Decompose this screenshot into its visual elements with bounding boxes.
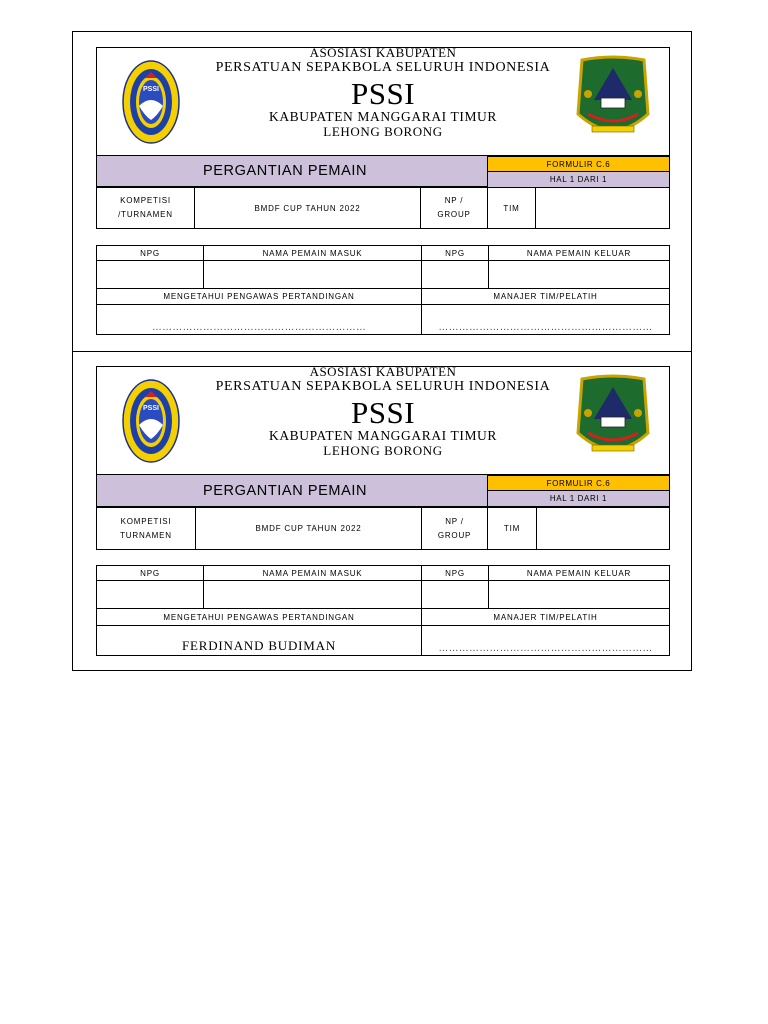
npg-out-cell[interactable]	[421, 580, 489, 609]
supervisor-name[interactable]: FERDINAND BUDIMAN	[96, 625, 422, 656]
form-title-bar: PERGANTIAN PEMAIN	[96, 156, 488, 187]
header-line-4: KABUPATEN MANGGARAI TIMUR	[268, 109, 498, 124]
npg-in-cell[interactable]	[96, 580, 204, 609]
form-header	[96, 47, 670, 156]
manggarai-timur-emblem-icon	[574, 54, 652, 144]
manager-label: MANAJER TIM/PELATIH	[421, 608, 670, 626]
manager-label: MANAJER TIM/PELATIH	[421, 288, 670, 305]
competition-label-line-1: KOMPETISI	[120, 516, 172, 526]
manggarai-timur-emblem-icon	[574, 373, 652, 463]
header-player-in: NAMA PEMAIN MASUK	[203, 245, 422, 261]
group-label-line-2: GROUP	[437, 210, 471, 219]
substitution-form-1	[72, 31, 692, 352]
header-npg-out: NPG	[421, 565, 489, 581]
npg-out-cell[interactable]	[421, 260, 489, 289]
header-player-out: NAMA PEMAIN KELUAR	[488, 565, 670, 581]
page-indicator: HAL 1 DARI 1	[487, 491, 670, 507]
team-value[interactable]	[535, 187, 670, 229]
competition-value: BMDF CUP TAHUN 2022	[194, 187, 421, 229]
header-npg-in: NPG	[96, 565, 204, 581]
header-npg-out: NPG	[421, 245, 489, 261]
player-in-cell[interactable]	[203, 260, 422, 289]
header-line-5: LEHONG BORONG	[323, 443, 443, 458]
manager-signature-line[interactable]: ………………………………………………………	[421, 304, 670, 335]
form-header	[96, 366, 670, 475]
competition-label	[96, 187, 195, 229]
manager-signature-line[interactable]: ………………………………………………………	[421, 625, 670, 656]
group-label	[420, 187, 488, 229]
competition-label-line-2: TURNAMEN	[120, 530, 172, 540]
substitution-form-2	[72, 351, 692, 671]
form-code-badge: FORMULIR C.6	[487, 475, 670, 491]
header-player-in: NAMA PEMAIN MASUK	[203, 565, 422, 581]
form-title-bar: PERGANTIAN PEMAIN	[96, 475, 488, 507]
pssi-logo-text: PSSI	[143, 86, 159, 93]
header-line-4: KABUPATEN MANGGARAI TIMUR	[268, 428, 498, 443]
supervisor-label: MENGETAHUI PENGAWAS PERTANDINGAN	[96, 608, 422, 626]
player-in-cell[interactable]	[203, 580, 422, 609]
header-title: PSSI	[350, 395, 416, 430]
team-value[interactable]	[536, 507, 670, 550]
header-line-1: ASOSIASI KABUPATEN	[309, 45, 457, 60]
group-label-line-2: GROUP	[437, 530, 472, 540]
npg-in-cell[interactable]	[96, 260, 204, 289]
team-label: TIM	[487, 507, 537, 550]
pssi-logo-text: PSSI	[143, 405, 159, 412]
header-npg-in: NPG	[96, 245, 204, 261]
competition-label	[96, 507, 196, 550]
page-indicator: HAL 1 DARI 1	[487, 172, 670, 188]
header-title: PSSI	[350, 76, 416, 111]
group-label-line-1: NP /	[445, 516, 464, 526]
competition-label-line-1: KOMPETISI	[120, 196, 171, 205]
competition-value: BMDF CUP TAHUN 2022	[195, 507, 422, 550]
group-label-line-1: NP /	[444, 196, 464, 205]
header-line-2: PERSATUAN SEPAKBOLA SELURUH INDONESIA	[215, 60, 551, 75]
team-label: TIM	[487, 187, 536, 229]
header-line-2: PERSATUAN SEPAKBOLA SELURUH INDONESIA	[215, 379, 551, 394]
header-line-5: LEHONG BORONG	[323, 124, 443, 139]
competition-label-line-2: /TURNAMEN	[118, 210, 173, 219]
player-out-cell[interactable]	[488, 260, 670, 289]
header-player-out: NAMA PEMAIN KELUAR	[488, 245, 670, 261]
group-label	[421, 507, 488, 550]
supervisor-signature-line[interactable]: ………………………………………………………	[96, 304, 422, 335]
form-code-badge: FORMULIR C.6	[487, 156, 670, 172]
header-line-1: ASOSIASI KABUPATEN	[309, 364, 457, 379]
supervisor-label: MENGETAHUI PENGAWAS PERTANDINGAN	[96, 288, 422, 305]
player-out-cell[interactable]	[488, 580, 670, 609]
